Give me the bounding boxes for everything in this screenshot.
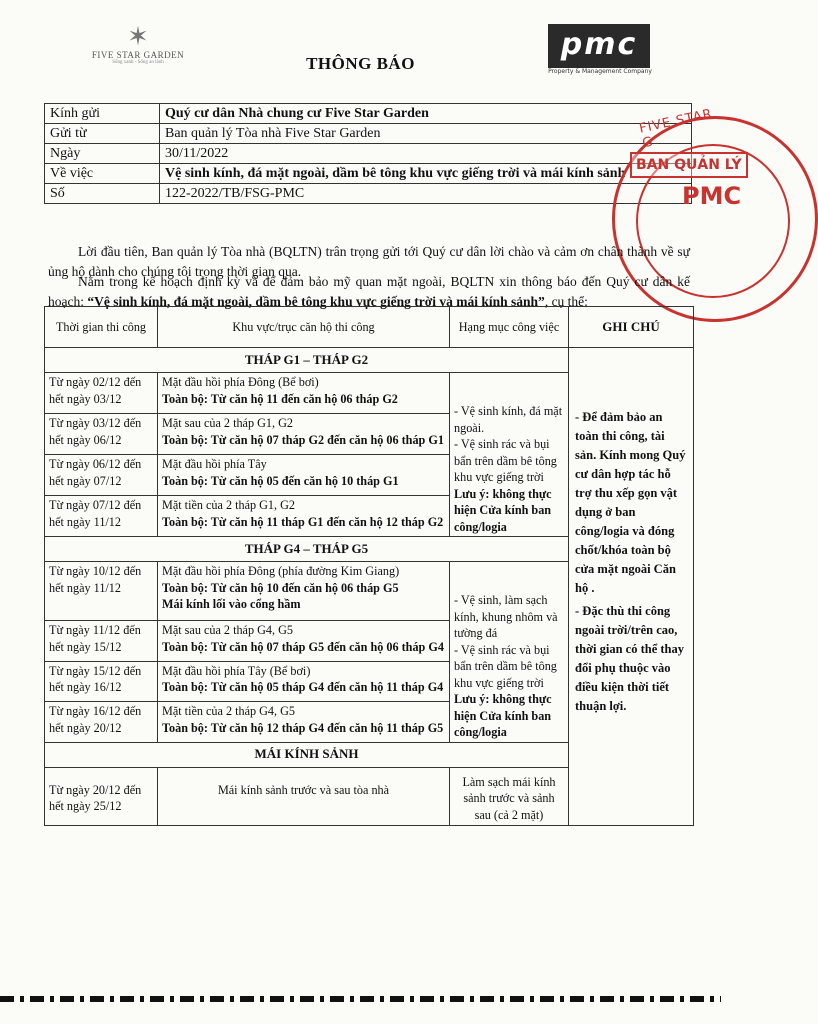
work-cell xyxy=(450,373,569,537)
info-label: Ngày xyxy=(45,144,160,164)
time-cell: Từ ngày 11/12 đến hết ngày 15/12 xyxy=(45,621,158,661)
area-cell xyxy=(158,661,450,701)
pmc-subtitle: Property & Management Company xyxy=(548,68,652,75)
work-note: Lưu ý: không thực hiện Cửa kính ban công/logia xyxy=(454,692,552,739)
time-cell: Từ ngày 16/12 đến hết ngày 20/12 xyxy=(45,702,158,743)
area-text: Mặt đầu hồi phía Tây (Bể bơi) xyxy=(162,663,311,678)
time-cell: Từ ngày 20/12 đến hết ngày 25/12 xyxy=(45,767,158,825)
section-title: THÁP G1 – THÁP G2 xyxy=(45,348,569,373)
schedule-table xyxy=(44,306,694,826)
time-cell: Từ ngày 03/12 đến hết ngày 06/12 xyxy=(45,414,158,455)
area-text: Mặt sau của 2 tháp G4, G5 xyxy=(162,623,293,638)
work-item: - Vệ sinh, làm sạch kính, khung nhôm và tường đá xyxy=(454,593,558,640)
area-cell xyxy=(158,496,450,537)
note-item: - Để đảm bảo an toàn thi công, tài sản. Kính mong Quý cư dân hợp tác hỗ trợ thu xếp gọn vật dụng ở ban công/logia và đóng chốt/khóa toàn bộ cửa mặt ngoài Căn hộ . xyxy=(575,410,686,595)
area-detail: Toàn bộ: Từ căn hộ 05 đến căn hộ 10 tháp G1 xyxy=(162,473,399,488)
area-text: Mặt đầu hồi phía Tây xyxy=(162,457,267,471)
intro-paragraph: Lời đầu tiên, Ban quản lý Tòa nhà (BQLTN) trân trọng gửi tới Quý cư dân lời chào và cảm ơn chân thành về sự ủng hộ dành cho chúng tôi trong thời gian qua. xyxy=(48,244,690,279)
info-value: Vệ sinh kính, đá mặt ngoài, dầm bê tông khu vực giếng trời và mái kính sảnh xyxy=(160,164,692,184)
logo-tagline: Sống xanh - Sống an lành xyxy=(112,60,164,65)
area-text: Mặt tiền của 2 tháp G1, G2 xyxy=(162,498,296,512)
info-row xyxy=(45,104,692,124)
area-cell xyxy=(158,562,450,621)
plan-text-end: , cụ thể: xyxy=(544,294,588,309)
header-work: Hạng mục công việc xyxy=(450,307,569,348)
logo-brand: FIVE STAR GARDEN xyxy=(91,50,185,60)
pmc-logo: pmc xyxy=(548,24,650,68)
area-detail-extra: Mái kính lối vào cổng hầm xyxy=(162,597,301,611)
area-text: Mặt đầu hồi phía Đông (phía đường Kim Giang) xyxy=(162,564,400,578)
info-label: Kính gửi xyxy=(45,104,160,124)
plan-text: Nằm trong kế hoạch định kỳ và để đảm bảo mỹ quan mặt ngoài, BQLTN xin thông báo đến Quý cư dân kế hoạch: xyxy=(48,274,690,309)
time-cell: Từ ngày 06/12 đến hết ngày 07/12 xyxy=(45,455,158,496)
work-item: - Vệ sinh rác và bụi bẩn trên dầm bê tông khu vực giếng trời xyxy=(454,437,557,484)
area-text: Mặt tiền của 2 tháp G4, G5 xyxy=(162,704,296,718)
note-item: - Đặc thù thi công ngoài trời/trên cao, thời gian có thể thay đổi phụ thuộc vào điều kiện thời tiết thuận lợi. xyxy=(575,604,685,713)
work-note: Lưu ý: không thực hiện Cửa kính ban công/logia xyxy=(454,486,552,534)
time-cell: Từ ngày 15/12 đến hết ngày 16/12 xyxy=(45,661,158,701)
stamp-bottom-text: PMC xyxy=(682,182,742,210)
section-row xyxy=(45,348,694,373)
area-detail: Toàn bộ: Từ căn hộ 12 tháp G4 đến căn hộ 11 tháp G5 xyxy=(162,720,444,735)
time-cell: Từ ngày 10/12 đến hết ngày 11/12 xyxy=(45,562,158,621)
header-time: Thời gian thi công xyxy=(45,307,158,348)
info-label: Số xyxy=(45,184,160,204)
area-cell xyxy=(158,621,450,661)
info-row xyxy=(45,184,692,204)
area-cell xyxy=(158,414,450,455)
area-detail: Toàn bộ: Từ căn hộ 07 tháp G5 đến căn hộ 06 tháp G4 xyxy=(162,639,444,654)
info-label: Về việc xyxy=(45,164,160,184)
work-item: - Vệ sinh rác và bụi bẩn trên dầm bê tông khu vực giếng trời xyxy=(454,642,557,690)
page-title: THÔNG BÁO xyxy=(306,54,415,73)
work-cell xyxy=(450,562,569,743)
work-item: - Vệ sinh kính, đá mặt ngoài. xyxy=(454,404,563,435)
area-cell: Mái kính sảnh trước và sau tòa nhà xyxy=(158,767,450,825)
header-area: Khu vực/trục căn hộ thi công xyxy=(158,307,450,348)
info-value: Ban quản lý Tòa nhà Five Star Garden xyxy=(160,124,692,144)
area-text: Mặt đầu hồi phía Đông (Bể bơi) xyxy=(162,375,319,389)
info-table xyxy=(44,103,692,204)
time-cell: Từ ngày 02/12 đến hết ngày 03/12 xyxy=(45,373,158,414)
info-row xyxy=(45,124,692,144)
info-row xyxy=(45,164,692,184)
time-cell: Từ ngày 07/12 đến hết ngày 11/12 xyxy=(45,496,158,537)
info-value: 30/11/2022 xyxy=(160,144,692,164)
bottom-dash-border xyxy=(0,996,721,1002)
table-header-row xyxy=(45,307,694,348)
stamp-middle-text: BAN QUẢN LÝ xyxy=(630,152,748,178)
info-row xyxy=(45,144,692,164)
stamp-top-text: FIVE STAR G xyxy=(638,106,715,152)
section-title: MÁI KÍNH SẢNH xyxy=(45,742,569,767)
header-notes: GHI CHÚ xyxy=(569,307,694,348)
area-detail: Toàn bộ: Từ căn hộ 10 đến căn hộ 06 tháp G5 xyxy=(162,580,399,595)
work-cell: Làm sạch mái kính sảnh trước và sảnh sau (cả 2 mặt) xyxy=(450,767,569,825)
star-logo-icon: ✶ xyxy=(127,22,149,51)
info-label: Gửi từ xyxy=(45,124,160,144)
area-text: Mặt sau của 2 tháp G1, G2 xyxy=(162,416,293,430)
notes-cell xyxy=(569,348,694,826)
info-value: 122-2022/TB/FSG-PMC xyxy=(160,184,692,204)
plan-title: “Vệ sinh kính, đá mặt ngoài, dầm bê tông khu vực giếng trời và mái kính sảnh” xyxy=(87,294,545,309)
area-detail: Toàn bộ: Từ căn hộ 11 đến căn hộ 06 tháp G2 xyxy=(162,391,398,406)
area-detail: Toàn bộ: Từ căn hộ 05 tháp G4 đến căn hộ 11 tháp G4 xyxy=(162,680,444,695)
area-detail: Toàn bộ: Từ căn hộ 07 tháp G2 đến căn hộ 06 tháp G1 xyxy=(162,432,444,447)
info-value: Quý cư dân Nhà chung cư Five Star Garden xyxy=(160,104,692,124)
area-detail: Toàn bộ: Từ căn hộ 11 tháp G1 đến căn hộ 12 tháp G2 xyxy=(162,514,444,529)
section-title: THÁP G4 – THÁP G5 xyxy=(45,537,569,562)
area-cell xyxy=(158,373,450,414)
area-cell xyxy=(158,455,450,496)
area-cell xyxy=(158,702,450,743)
